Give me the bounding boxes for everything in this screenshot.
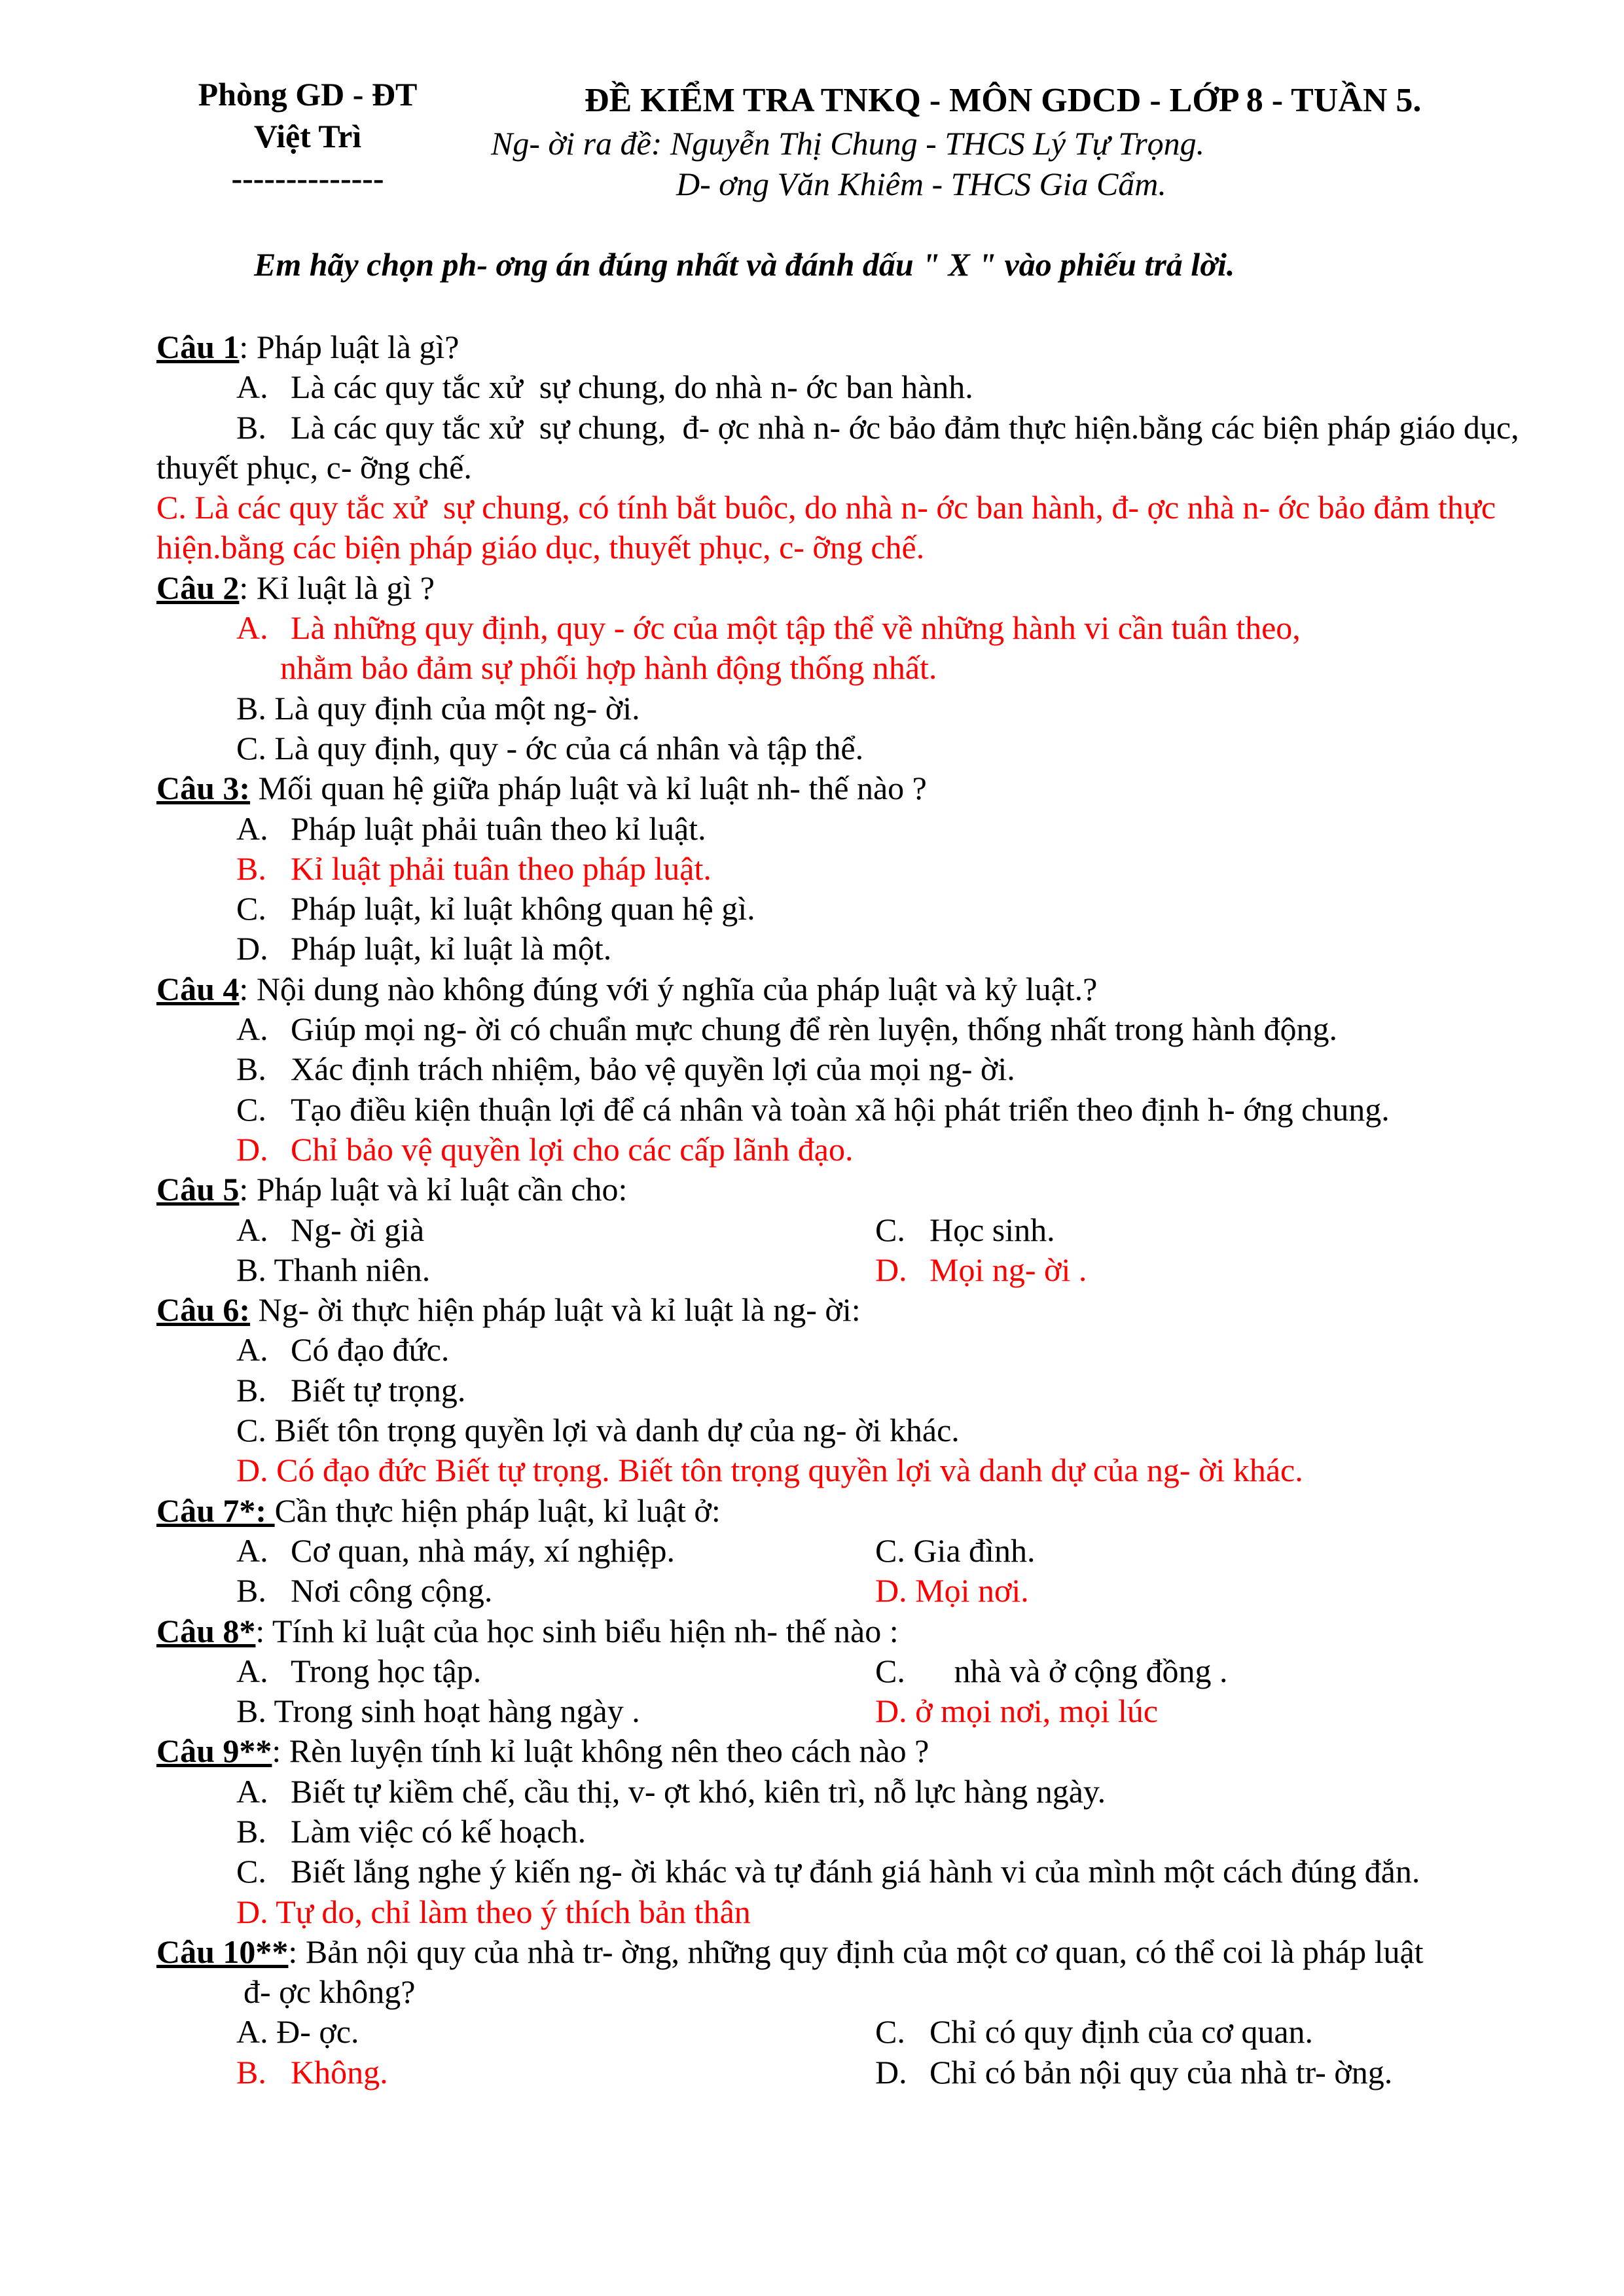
option-text: Trong học tập. — [291, 1652, 482, 1689]
question-text: Kỉ luật là gì ? — [256, 569, 435, 606]
option-text: Biết tự kiềm chế, cầu thị, v- ợt khó, kiên trì, nỗ lực hàng ngày. — [291, 1772, 1106, 1810]
answer-option-a[interactable] — [156, 809, 1561, 849]
answer-option-d[interactable] — [875, 1571, 1561, 1611]
question-separator: : — [272, 1732, 289, 1770]
answer-option-d[interactable] — [156, 1450, 1561, 1490]
option-text: Biết lắng nghe ý kiến ng- ời khác và tự đánh giá hành vi của mình một cách đúng đắn. — [291, 1853, 1420, 1890]
answer-options — [156, 2012, 1561, 2092]
option-text: Tự do, chỉ làm theo ý thích bản thân — [276, 1893, 751, 1930]
option-letter: D. — [875, 1251, 907, 1288]
question-label: Câu 3: — [156, 770, 251, 807]
question-label: Câu 4 — [156, 970, 240, 1007]
answer-option-a[interactable] — [156, 2012, 875, 2052]
option-letter: D. — [875, 2053, 907, 2090]
question-stem — [156, 1731, 1561, 1771]
option-text: Pháp luật, kỉ luật là một. — [291, 930, 612, 967]
answer-option-d[interactable] — [156, 1892, 1561, 1932]
answer-option-a[interactable] — [156, 1531, 875, 1571]
answer-option-a[interactable] — [156, 608, 1561, 689]
answer-option-c[interactable] — [156, 488, 1561, 568]
option-text: Mọi nơi. — [915, 1572, 1029, 1609]
question-label: Câu 6: — [156, 1291, 251, 1329]
option-text: Chỉ có bản nội quy của nhà tr- ờng. — [929, 2053, 1393, 2090]
option-text: Có đạo đức Biết tự trọng. Biết tôn trọng quyền lợi và danh dự của ng- ời khác. — [276, 1452, 1303, 1489]
option-letter: D. — [236, 1452, 268, 1489]
question — [156, 1731, 1561, 1931]
question-text: Pháp luật là gì? — [256, 329, 460, 365]
option-letter: B. — [236, 1812, 266, 1850]
option-letter: B. — [236, 1371, 266, 1408]
question-label: Câu 1 — [156, 329, 240, 365]
answer-options — [156, 367, 1561, 567]
option-letter: C. — [875, 1532, 905, 1569]
question — [156, 327, 1561, 568]
answer-option-a[interactable] — [156, 1772, 1561, 1812]
answer-options — [156, 1651, 1561, 1732]
option-text: Là các quy tắc xử sự chung, do nhà n- ớc ban hành. — [291, 368, 973, 406]
department-header — [157, 73, 458, 199]
question-text: Pháp luật và kỉ luật cần cho: — [256, 1171, 628, 1208]
answer-options — [156, 1531, 1561, 1611]
answer-option-d[interactable] — [875, 1250, 1561, 1290]
answer-option-d[interactable] — [875, 2053, 1561, 2092]
option-text: Cơ quan, nhà máy, xí nghiệp. — [291, 1532, 675, 1569]
option-letter: B. — [236, 2053, 266, 2090]
question-label: Câu 10** — [156, 1933, 289, 1970]
answer-option-c[interactable] — [156, 1090, 1561, 1130]
option-letter: A. — [236, 1652, 268, 1689]
answer-option-a[interactable] — [156, 1330, 1561, 1370]
question-stem — [156, 768, 1561, 808]
option-letter: A. — [236, 609, 268, 647]
question — [156, 1611, 1561, 1732]
question-stem — [156, 1170, 1561, 1210]
option-letter: B. — [236, 1251, 266, 1288]
answer-option-d[interactable] — [156, 929, 1561, 969]
option-letter: B. — [236, 850, 266, 887]
option-letter: A. — [236, 1331, 268, 1369]
option-letter: C. — [236, 1853, 266, 1890]
question-separator — [250, 770, 259, 806]
option-letter: A. — [236, 1211, 268, 1248]
option-text: Thanh niên. — [274, 1251, 431, 1288]
option-text: Là quy định, quy - ớc của cá nhân và tập thể. — [274, 729, 864, 766]
question-label: Câu 5 — [156, 1171, 240, 1208]
answer-options — [156, 1009, 1561, 1170]
question-stem — [156, 969, 1561, 1009]
option-letter: D. — [236, 1130, 268, 1168]
question-separator: : — [239, 329, 257, 365]
option-text: Là những quy định, quy - ớc của một tập thể về những hành vi cần tuân theo, nhằm bảo đảm sự phối hợp hành động thống nhất. — [280, 609, 1301, 687]
department-name: Phòng GD - ĐT — [198, 76, 418, 113]
answer-option-c[interactable] — [875, 2012, 1561, 2052]
option-text: Làm việc có kế hoạch. — [291, 1812, 586, 1850]
answer-option-a[interactable] — [156, 1210, 875, 1250]
answer-option-d[interactable] — [875, 1691, 1561, 1731]
option-text: Là các quy tắc xử sự chung, có tính bắt buôc, do nhà n- ớc ban hành, đ- ợc nhà n- ớc bảo đảm thực hiện.bằng các biện pháp giáo dục, thuyết phục, c- ỡng chế. — [156, 489, 1504, 566]
question-separator: : — [239, 569, 257, 606]
answer-option-b[interactable] — [156, 1371, 1561, 1410]
option-text: Nơi công cộng. — [291, 1572, 493, 1609]
department-rule: -------------- — [231, 160, 384, 196]
question-stem — [156, 1491, 1561, 1531]
option-text: Gia đình. — [913, 1532, 1036, 1569]
question-separator: : — [288, 1933, 306, 1970]
option-text: Chỉ bảo vệ quyền lợi cho các cấp lãnh đạo. — [291, 1130, 854, 1168]
answer-option-b[interactable] — [156, 1812, 1561, 1852]
question-stem — [156, 568, 1561, 608]
answer-option-a[interactable] — [156, 1009, 1561, 1049]
option-text: Kỉ luật phải tuân theo pháp luật. — [291, 850, 712, 887]
option-text: Có đạo đức. — [291, 1331, 450, 1369]
question-text: Tính kỉ luật của học sinh biểu hiện nh- thế nào : — [272, 1612, 899, 1649]
question — [156, 1290, 1561, 1490]
option-text: Mọi ng- ời . — [929, 1251, 1087, 1288]
answer-option-b[interactable] — [156, 1571, 875, 1611]
option-letter: B. — [236, 1050, 266, 1088]
answer-option-b[interactable] — [156, 1250, 875, 1290]
question-separator: : — [239, 970, 257, 1007]
question — [156, 1491, 1561, 1611]
option-letter: B. — [236, 689, 266, 726]
option-text: Chỉ có quy định của cơ quan. — [929, 2013, 1314, 2051]
option-text: Ng- ời già — [291, 1211, 425, 1248]
option-letter: D. — [236, 1893, 268, 1930]
answer-option-a[interactable] — [156, 1651, 875, 1691]
option-letter: A. — [236, 1532, 268, 1569]
option-text: Giúp mọi ng- ời có chuẩn mực chung để rèn luyện, thống nhất trong hành động. — [291, 1011, 1338, 1048]
question — [156, 768, 1561, 969]
answer-options — [156, 1330, 1561, 1490]
option-text: Học sinh. — [929, 1211, 1055, 1248]
question-text: Rèn luyện tính kỉ luật không nên theo cách nào ? — [289, 1732, 929, 1770]
author-line-1: Ng- ời ra đề: Nguyễn Thị Chung - THCS Lý Tự Trọng. — [491, 125, 1205, 162]
option-letter: D. — [875, 1693, 907, 1730]
option-letter: A. — [236, 1772, 268, 1810]
option-letter: C. — [156, 489, 187, 526]
question-stem — [156, 1932, 1561, 2013]
answer-option-c[interactable] — [875, 1531, 1561, 1571]
question-label: Câu 8* — [156, 1612, 256, 1649]
question-text: Cần thực hiện pháp luật, kỉ luật ở: — [274, 1492, 721, 1529]
option-letter: B. — [236, 408, 266, 446]
question-text: Bản nội quy của nhà tr- ờng, những quy định của một cơ quan, có thể coi là pháp luật đ- ợc không? — [244, 1933, 1424, 2011]
answer-options — [156, 608, 1561, 768]
question — [156, 568, 1561, 768]
option-text: Là quy định của một ng- ời. — [274, 689, 640, 726]
answer-option-b[interactable] — [156, 849, 1561, 889]
answer-option-c[interactable] — [156, 728, 1561, 768]
answer-option-b[interactable] — [156, 1691, 875, 1731]
answer-option-c[interactable] — [156, 889, 1561, 929]
option-letter: B. — [236, 1572, 266, 1609]
department-city: Việt Trì — [253, 118, 362, 154]
question — [156, 969, 1561, 1170]
exam-title: ĐỀ KIỂM TRA TNKQ - MÔN GDCD - LỚP 8 - TUẦN 5. — [585, 82, 1422, 119]
answer-option-c[interactable] — [875, 1210, 1561, 1250]
option-text: Tạo điều kiện thuận lợi để cá nhân và toàn xã hội phát triển theo định h- ớng chung. — [291, 1090, 1390, 1128]
question-label: Câu 7*: — [156, 1492, 275, 1529]
answer-option-a[interactable] — [156, 367, 1561, 407]
option-text: Xác định trách nhiệm, bảo vệ quyền lợi của mọi ng- ời. — [291, 1050, 1015, 1088]
option-letter: D. — [236, 930, 268, 967]
option-letter: B. — [236, 1693, 266, 1730]
question-stem — [156, 1611, 1561, 1651]
option-text: nhà và ở cộng đồng . — [929, 1652, 1228, 1689]
answer-option-b[interactable] — [156, 408, 1561, 488]
option-letter: A. — [236, 1011, 268, 1048]
question-separator: : — [255, 1612, 272, 1649]
question-text: Ng- ời thực hiện pháp luật và kỉ luật là ng- ời: — [258, 1291, 861, 1329]
option-letter: A. — [236, 368, 268, 406]
answer-option-b[interactable] — [156, 689, 1561, 728]
option-text: ở mọi nơi, mọi lúc — [915, 1693, 1159, 1730]
answer-option-c[interactable] — [156, 1852, 1561, 1892]
question-separator: : — [239, 1171, 257, 1208]
question-separator — [250, 1291, 259, 1328]
question-text: Mối quan hệ giữa pháp luật và kỉ luật nh- thế nào ? — [258, 770, 927, 807]
question-stem — [156, 1290, 1561, 1330]
option-text: Không. — [291, 2053, 388, 2090]
option-text: Pháp luật phải tuân theo kỉ luật. — [291, 810, 706, 847]
author-line-2: D- ơng Văn Khiêm - THCS Gia Cẩm. — [676, 166, 1166, 202]
option-letter: A. — [236, 810, 268, 847]
option-text: Là các quy tắc xử sự chung, đ- ợc nhà n- ớc bảo đảm thực hiện.bằng các biện pháp giáo dục, thuyết phục, c- ỡng chế. — [156, 408, 1528, 486]
question-text: Nội dung nào không đúng với ý nghĩa của pháp luật và kỷ luật.? — [256, 970, 1098, 1007]
option-letter: C. — [875, 1652, 905, 1689]
option-text: Biết tôn trọng quyền lợi và danh dự của ng- ời khác. — [274, 1412, 960, 1449]
answer-options — [156, 1210, 1561, 1291]
question-stem — [156, 327, 1561, 367]
option-text: Đ- ợc. — [276, 2013, 359, 2051]
answer-option-b[interactable] — [156, 2053, 875, 2092]
option-letter: C. — [236, 729, 266, 766]
question-label: Câu 2 — [156, 569, 240, 606]
question — [156, 1170, 1561, 1290]
answer-option-c[interactable] — [875, 1651, 1561, 1691]
instruction: Em hãy chọn ph- ơng án đúng nhất và đánh dấu " X " vào phiếu trả lời. — [254, 246, 1235, 283]
answer-options — [156, 1772, 1561, 1932]
option-letter: A. — [236, 2013, 268, 2051]
question-list — [156, 327, 1561, 2092]
option-letter: C. — [875, 1211, 905, 1248]
option-letter: C. — [875, 2013, 905, 2051]
answer-option-c[interactable] — [156, 1410, 1561, 1450]
answer-option-b[interactable] — [156, 1049, 1561, 1089]
answer-option-d[interactable] — [156, 1130, 1561, 1170]
option-letter: C. — [236, 1090, 266, 1128]
option-text: Biết tự trọng. — [291, 1371, 466, 1408]
option-text: Pháp luật, kỉ luật không quan hệ gì. — [291, 890, 755, 927]
option-text: Trong sinh hoạt hàng ngày . — [274, 1693, 640, 1730]
question-label: Câu 9** — [156, 1732, 272, 1770]
option-letter: C. — [236, 890, 266, 927]
option-letter: D. — [875, 1572, 907, 1609]
question — [156, 1932, 1561, 2092]
answer-options — [156, 809, 1561, 969]
option-letter: C. — [236, 1412, 266, 1449]
